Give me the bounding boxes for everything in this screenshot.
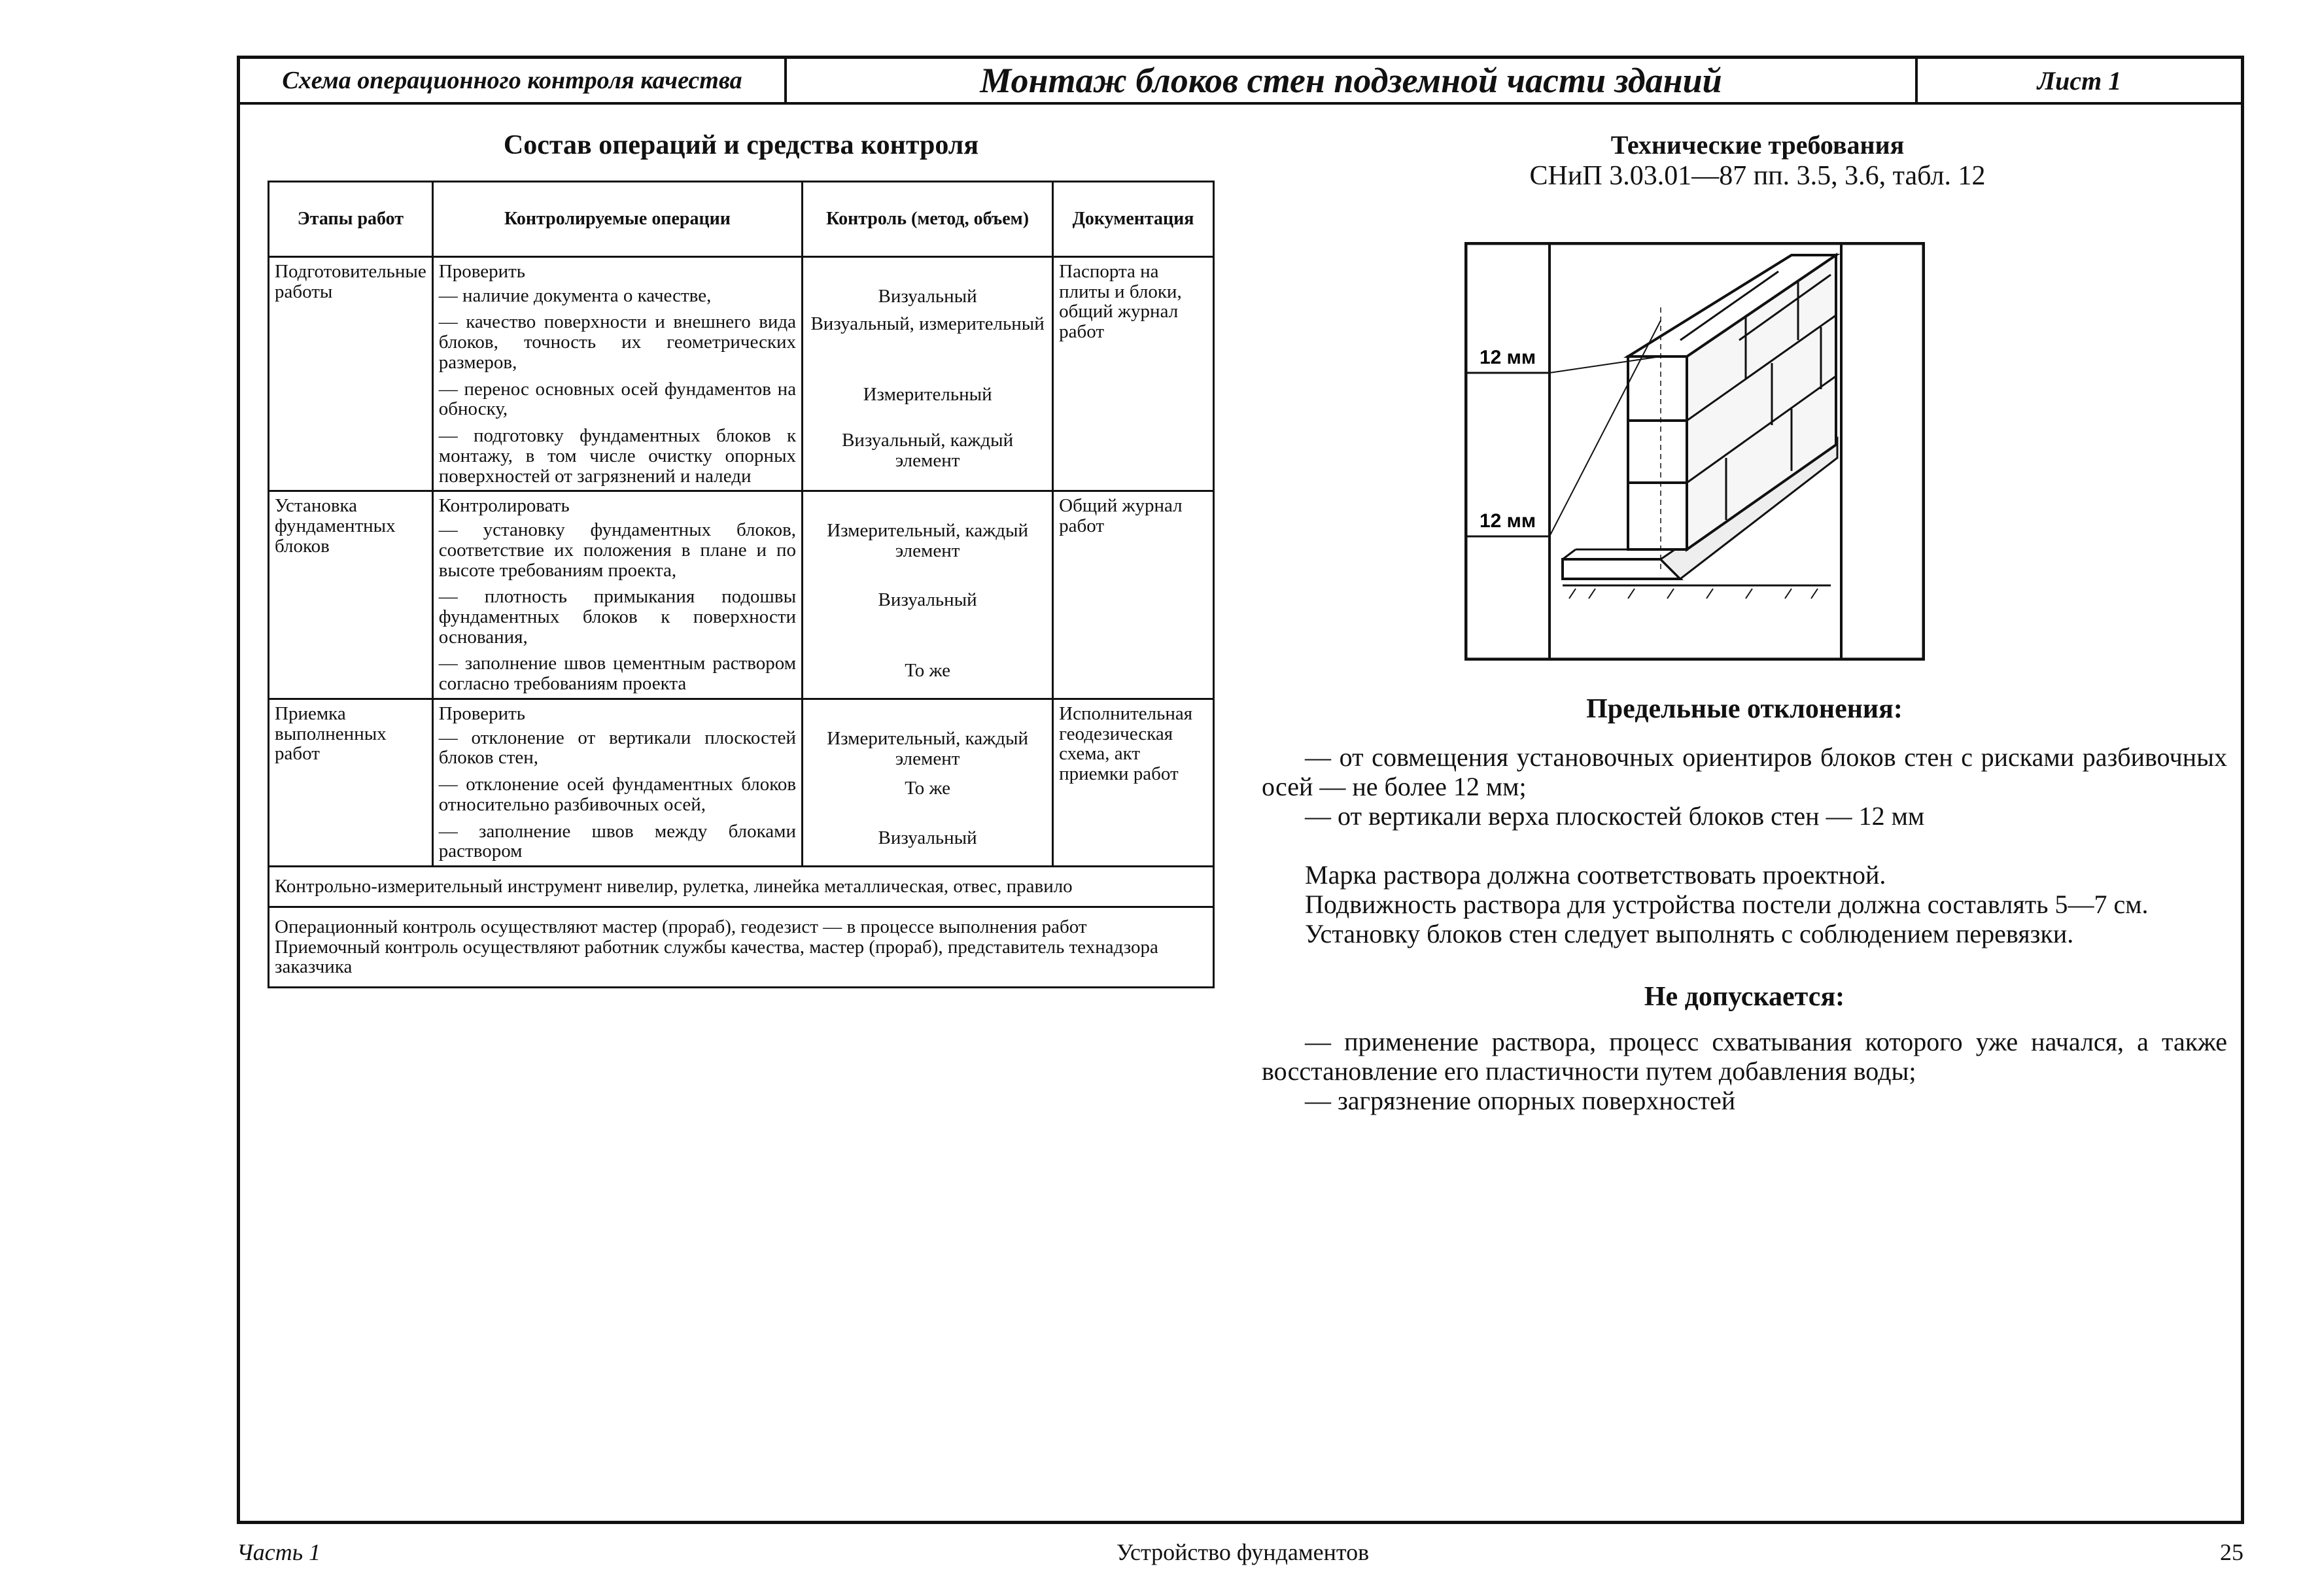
forbidden-item: — загрязнение опорных поверхностей <box>1305 1086 1736 1116</box>
page-frame <box>237 56 2244 1524</box>
stage-cell: Приемка выполненных работ <box>269 699 433 866</box>
sheet-number: Лист 1 <box>2037 65 2122 95</box>
table-header-row <box>269 182 1214 257</box>
wall-block <box>1628 421 1687 483</box>
control-item: Визуальный, каждый элемент <box>842 430 1014 471</box>
wall-block <box>1628 483 1687 549</box>
operation-item: — плотность примыкания подошвы фундаментных блоков к поверхности основания, <box>438 586 797 648</box>
control-item: Измерительный, каждый элемент <box>827 520 1029 562</box>
limit-item: — от вертикали верха плоскостей блоков стен — 12 мм <box>1305 801 1925 831</box>
operations-table <box>268 181 1215 988</box>
limits-title: Предельные отклонения: <box>1586 694 1903 724</box>
title-block <box>240 59 2241 105</box>
note-item: Установку блоков стен следует выполнять с соблюдением перевязки. <box>1305 919 2074 949</box>
operation-item: — установку фундаментных блоков, соответствие их положения в плане и по высоте требованиям проекта, <box>438 519 797 581</box>
control-item: То же <box>905 660 950 682</box>
documentation-cell: Общий журнал работ <box>1053 491 1214 699</box>
operations-cell <box>432 491 802 699</box>
control-cell <box>803 257 1053 491</box>
tech-requirements-ref: СНиП 3.03.01—87 пп. 3.5, 3.6, табл. 12 <box>1529 161 1986 191</box>
operation-item: — отклонение от вертикали плоскостей блоков стен, <box>438 727 797 769</box>
documentation-cell: Паспорта на плиты и блоки, общий журнал работ <box>1053 257 1214 491</box>
control-item: Визуальный <box>878 827 977 848</box>
operations-intro: Проверить <box>438 261 526 282</box>
tech-requirements <box>1430 130 2085 192</box>
document-title: Монтаж блоков стен подземной части зданий <box>787 59 1918 102</box>
col-header-control: Контроль (метод, объем) <box>803 182 1053 257</box>
instruments-cell: Контрольно-измерительный инструмент нивелир, рулетка, линейка металлическая, отвес, правило <box>269 867 1214 907</box>
operation-item: — заполнение швов между блоками раствором <box>438 820 797 862</box>
operations-intro: Контролировать <box>438 495 570 517</box>
stage-cell: Установка фундаментных блоков <box>269 491 433 699</box>
table-row <box>269 491 1214 699</box>
operational-control-text: Операционный контроль осуществляют мастер (прораб), геодезист — в процессе выполнения работ <box>275 916 1087 937</box>
figure-label: 12 мм <box>1479 510 1536 532</box>
operation-item: — подготовку фундаментных блоков к монтажу, в том числе очистку опорных поверхностей от загрязнений и наледи <box>438 425 797 487</box>
control-item: То же <box>905 777 950 799</box>
control-persons-cell <box>269 907 1214 987</box>
forbidden-text <box>1262 1027 2227 1116</box>
control-item: Визуальный <box>878 589 977 611</box>
acceptance-control-text: Приемочный контроль осуществляют работник службы качества, мастер (прораб), представитель технадзора заказчика <box>275 936 1158 978</box>
note-item: Подвижность раствора для устройства постели должна составлять 5—7 см. <box>1305 890 2149 920</box>
control-item: Визуальный <box>878 286 977 307</box>
control-cell <box>803 699 1053 866</box>
operation-item: — отклонение осей фундаментных блоков относительно разбивочных осей, <box>438 774 797 815</box>
figure-label: 12 мм <box>1479 347 1536 368</box>
forbidden-title: Не допускается: <box>1644 982 1845 1012</box>
limits-text <box>1262 742 2227 831</box>
control-persons-row <box>269 907 1214 987</box>
page-number: 25 <box>2220 1539 2243 1565</box>
forbidden-item: — применение раствора, процесс схватывания которого уже начался, а также восстановление его пластичности путем добавления воды; <box>1262 1027 2227 1086</box>
operations-intro: Проверить <box>438 703 526 724</box>
control-item: Измерительный, каждый элемент <box>827 727 1029 769</box>
documentation-cell: Исполнительная геодезическая схема, акт приемки работ <box>1053 699 1214 866</box>
control-item: Визуальный, измерительный <box>810 313 1045 334</box>
control-cell <box>803 491 1053 699</box>
notes-text <box>1262 860 2227 949</box>
limit-item: — от совмещения установочных ориентиров блоков стен с рисками разбивочных осей — не более 12 мм; <box>1262 742 2227 802</box>
operation-item: — заполнение швов цементным раствором согласно требованиям проекта <box>438 653 797 695</box>
note-item: Марка раствора должна соответствовать проектной. <box>1305 860 1886 890</box>
scheme-label: Схема операционного контроля качества <box>240 59 787 102</box>
table-row <box>269 257 1214 491</box>
operation-item: — перенос основных осей фундаментов на обноску, <box>438 378 797 420</box>
col-header-operations: Контролируемые операции <box>432 182 802 257</box>
stage-cell: Подготовительные работы <box>269 257 433 491</box>
operation-item: — качество поверхности и внешнего вида блоков, точность их геометрических размеров, <box>438 311 797 373</box>
operations-title: Состав операций и средства контроля <box>503 130 979 160</box>
col-header-documentation: Документация <box>1053 182 1214 257</box>
footer-title: Устройство фундаментов <box>1116 1539 1370 1565</box>
operation-item: — наличие документа о качестве, <box>438 285 712 306</box>
operations-cell <box>432 699 802 866</box>
control-item: Измерительный <box>863 384 992 405</box>
instruments-row <box>269 867 1214 907</box>
table-row <box>269 699 1214 866</box>
operations-cell <box>432 257 802 491</box>
wall-blocks-figure <box>1464 242 1925 661</box>
footer-part: Часть 1 <box>237 1539 321 1565</box>
col-header-stage: Этапы работ <box>269 182 433 257</box>
tech-requirements-title: Технические требования <box>1610 130 1905 160</box>
